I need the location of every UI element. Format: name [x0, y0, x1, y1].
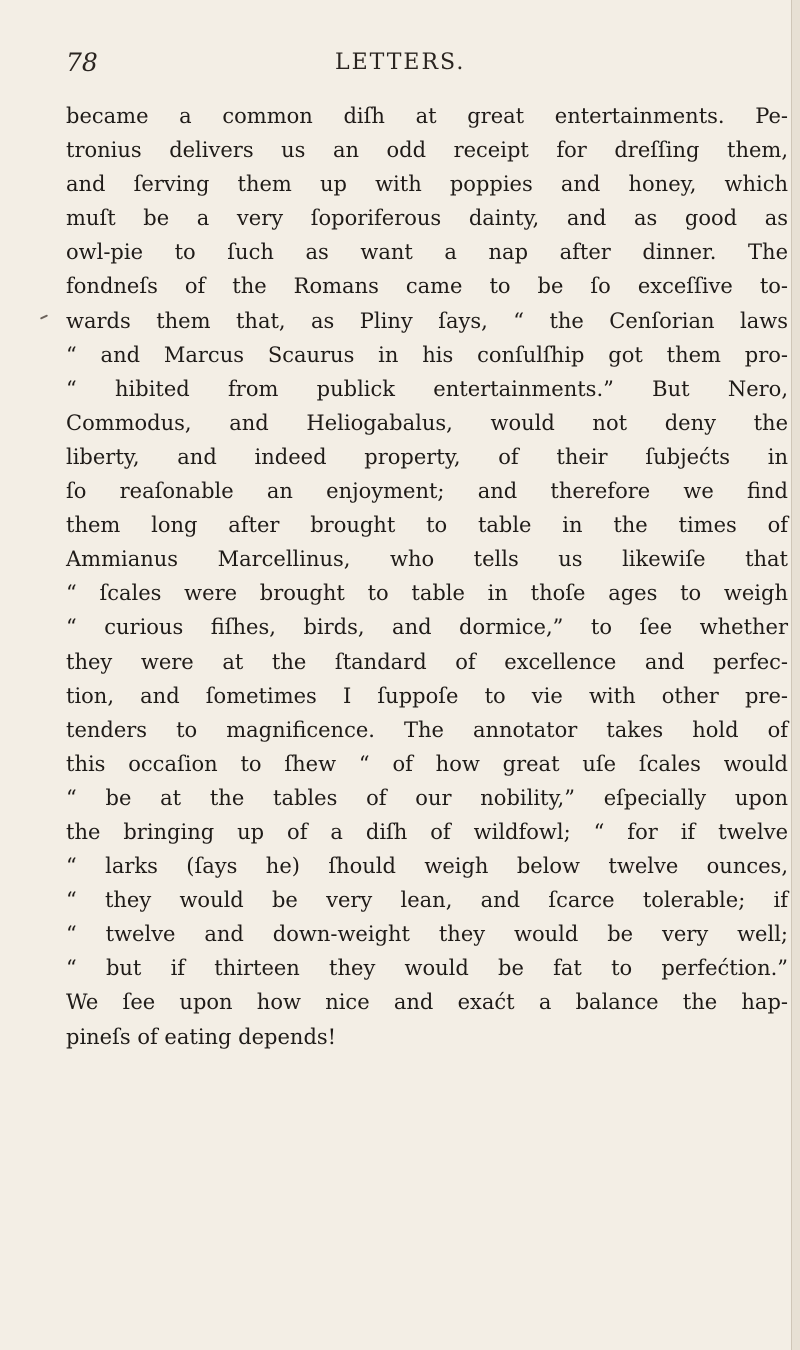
text-line: “ curious fiſhes, birds, and dormice,” to ſee whether	[66, 615, 788, 640]
text-line: “ be at the tables of our nobility,” eſpecially upon	[66, 785, 788, 810]
text-line: and ſerving them up with poppies and honey, which	[66, 172, 788, 197]
text-line: ſo reaſonable an enjoyment; and therefore we find	[66, 479, 788, 504]
text-line: this occaſion to ſhew “ of how great uſe ſcales would	[66, 751, 788, 776]
running-head: LETTERS.	[335, 50, 466, 75]
text-line: “ ſcales were brought to table in thoſe ages to weigh	[66, 581, 788, 606]
text-line: “ they would be very lean, and ſcarce tolerable; if	[66, 888, 788, 913]
text-line: “ twelve and down-weight they would be very well;	[66, 922, 788, 947]
text-line: “ but if thirteen they would be fat to perfećtion.”	[66, 956, 788, 981]
page-edge	[791, 0, 800, 1350]
text-line: they were at the ſtandard of excellence and perfec-	[66, 649, 788, 674]
page-header	[66, 48, 766, 88]
text-line: owl-pie to ſuch as want a nap after dinner. The	[66, 240, 788, 265]
text-line: tion, and ſometimes I ſuppoſe to vie with other pre-	[66, 683, 788, 708]
ink-speck	[40, 314, 48, 319]
text-line: them long after brought to table in the times of	[66, 513, 788, 538]
text-line: “ larks (ſays he) ſhould weigh below twelve ounces,	[66, 854, 788, 879]
text-line: “ and Marcus Scaurus in his conſulſhip got them pro-	[66, 342, 788, 367]
text-line: wards them that, as Pliny ſays, “ the Cenſorian laws	[66, 308, 788, 333]
text-line: Ammianus Marcellinus, who tells us likewiſe that	[66, 547, 788, 572]
page-number: 78	[66, 48, 98, 77]
text-line: “ hibited from publick entertainments.” But Nero,	[66, 376, 788, 401]
text-line: the bringing up of a diſh of wildfowl; “ for if twelve	[66, 819, 788, 844]
text-line: Commodus, and Heliogabalus, would not deny the	[66, 410, 788, 435]
text-line: fondneſs of the Romans came to be ſo exceſſive to-	[66, 274, 788, 299]
text-line: We ſee upon how nice and exaćt a balance the hap-	[66, 990, 788, 1015]
text-line: muſt be a very ſoporiferous dainty, and as good as	[66, 206, 788, 231]
text-line: tronius delivers us an odd receipt for dreſſing them,	[66, 138, 788, 163]
text-line: became a common diſh at great entertainments. Pe-	[66, 104, 788, 128]
text-line: tenders to magnificence. The annotator takes hold of	[66, 717, 788, 742]
text-line: liberty, and indeed property, of their ſubjećts in	[66, 444, 788, 469]
text-line: pineſs of eating depends!	[66, 1024, 337, 1049]
body-text	[66, 99, 788, 1054]
